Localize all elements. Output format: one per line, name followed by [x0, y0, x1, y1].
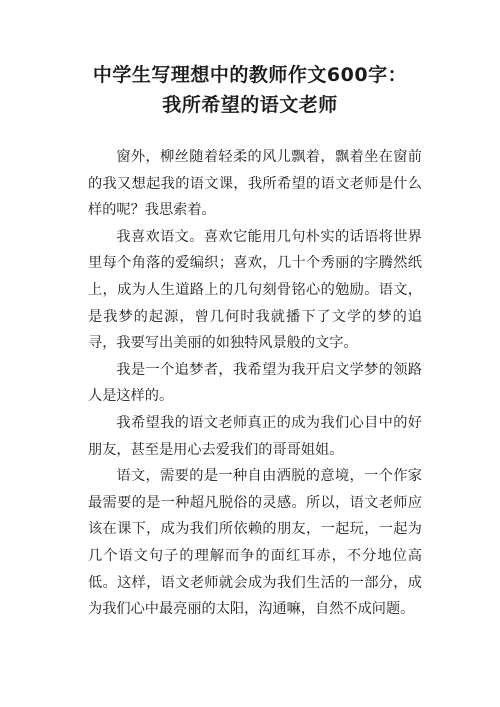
paragraph: 我喜欢语文。喜欢它能用几句朴实的话语将世界里每个角落的爱编织；喜欢，几十个秀丽的字腾然纸上，成为人生道路上的几句刻骨铭心的勉励。语文，是我梦的起源，曾几何时我就播下了文学的梦的追寻，我要写出美丽的如独特风景般的文字。: [88, 228, 422, 352]
article-title-line-2: 我所希望的语文老师: [162, 94, 338, 116]
paragraph: 我希望我的语文老师真正的成为我们心目中的好朋友，甚至是用心去爱我们的哥哥姐姐。: [88, 414, 422, 458]
paragraph: 语文，需要的是一种自由洒脱的意境，一个作家最需要的是一种超凡脱俗的灵感。所以，语文老师应该在课下，成为我们所依赖的朋友，一起玩，一起为几个语文句子的理解而争的面红耳赤，不分地位高低。这样，语文老师就会成为我们生活的一部分，成为我们心中最亮丽的太阳，沟通嘛，自然不成问题。: [88, 468, 422, 618]
article-body: [88, 144, 422, 623]
article-title: [0, 60, 500, 120]
paragraph: 我是一个追梦者，我希望为我开启文学梦的领路人是这样的。: [88, 361, 422, 405]
paragraph: 窗外，柳丝随着轻柔的风儿飘着，飘着坐在窗前的我又想起我的语文课，我所希望的语文老师是什么样的呢？我思索着。: [88, 149, 422, 219]
article-title-line-1: 中学生写理想中的教师作文600字：: [92, 64, 408, 86]
